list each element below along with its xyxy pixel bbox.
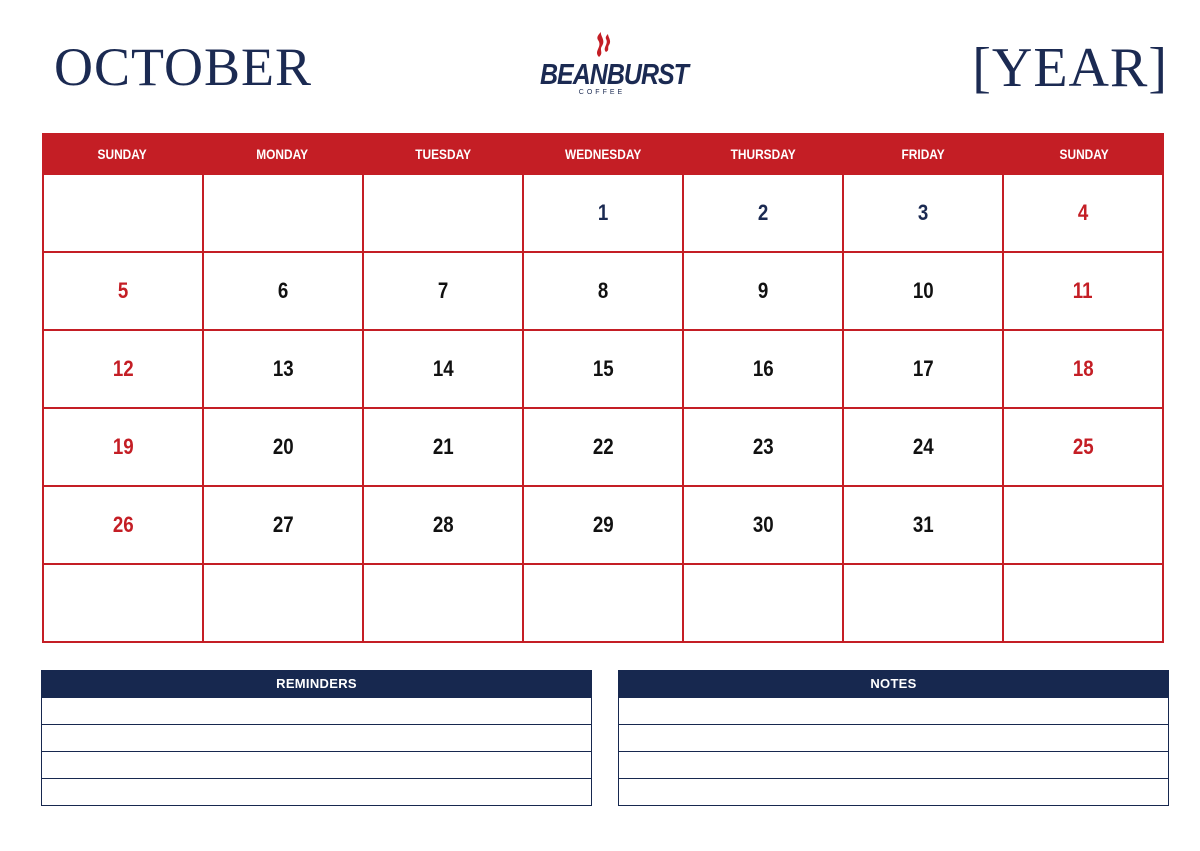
month-title: OCTOBER — [54, 37, 313, 97]
date-number: 30 — [752, 512, 774, 537]
date-number: 16 — [752, 356, 774, 381]
reminder-line[interactable] — [41, 698, 592, 725]
logo-name: BEANBURST — [540, 58, 688, 92]
date-number: 22 — [592, 434, 614, 459]
date-number: 19 — [112, 434, 134, 459]
empty-date-cell[interactable] — [44, 565, 204, 643]
steam-icon — [590, 32, 614, 58]
reminder-line[interactable] — [41, 725, 592, 752]
date-cell[interactable] — [684, 409, 844, 487]
year-title: [YEAR] — [972, 37, 1168, 99]
date-cell[interactable] — [364, 487, 524, 565]
date-number: 23 — [752, 434, 774, 459]
reminder-line[interactable] — [41, 752, 592, 779]
date-number: 21 — [432, 434, 454, 459]
weekday-label: SUNDAY — [97, 145, 147, 162]
date-number: 13 — [272, 356, 294, 381]
weekday-label: FRIDAY — [901, 145, 946, 162]
date-cell[interactable] — [684, 331, 844, 409]
note-line[interactable] — [618, 698, 1169, 725]
date-cell[interactable] — [364, 409, 524, 487]
weekday-label: THURSDAY — [730, 145, 796, 162]
date-cell[interactable] — [44, 409, 204, 487]
empty-date-cell[interactable] — [364, 175, 524, 253]
date-cell[interactable] — [44, 253, 204, 331]
logo-subtitle: COFFEE — [578, 89, 626, 96]
date-cell[interactable] — [1004, 409, 1164, 487]
date-number: 2 — [757, 200, 769, 225]
date-number: 7 — [437, 278, 449, 303]
date-cell[interactable] — [524, 409, 684, 487]
empty-date-cell[interactable] — [1004, 565, 1164, 643]
notes-panel — [618, 670, 1169, 806]
empty-date-cell[interactable] — [204, 175, 364, 253]
date-number: 28 — [432, 512, 454, 537]
weekday-label: MONDAY — [256, 145, 309, 162]
reminders-panel — [41, 670, 592, 806]
date-cell[interactable] — [1004, 253, 1164, 331]
date-number: 6 — [277, 278, 289, 303]
date-cell[interactable] — [844, 331, 1004, 409]
date-cell[interactable] — [364, 253, 524, 331]
weekday-label: TUESDAY — [414, 145, 471, 162]
date-number: 20 — [272, 434, 294, 459]
date-number: 8 — [597, 278, 609, 303]
date-number: 12 — [112, 356, 134, 381]
date-number: 11 — [1073, 278, 1093, 303]
date-cell[interactable] — [524, 253, 684, 331]
date-cell[interactable] — [844, 175, 1004, 253]
date-number: 25 — [1072, 434, 1094, 459]
brand-logo — [540, 32, 688, 96]
empty-date-cell[interactable] — [684, 565, 844, 643]
calendar — [42, 133, 1164, 643]
empty-date-cell[interactable] — [1004, 487, 1164, 565]
date-number: 15 — [592, 356, 614, 381]
reminder-line[interactable] — [41, 779, 592, 806]
date-number: 1 — [597, 200, 609, 225]
date-cell[interactable] — [524, 487, 684, 565]
note-line[interactable] — [618, 725, 1169, 752]
date-number: 4 — [1077, 200, 1089, 225]
date-cell[interactable] — [524, 175, 684, 253]
date-number: 14 — [432, 356, 454, 381]
date-number: 9 — [757, 278, 769, 303]
weekday-header — [42, 133, 1164, 174]
weekday-label: WEDNESDAY — [564, 145, 642, 162]
date-cell[interactable] — [684, 253, 844, 331]
date-cell[interactable] — [684, 487, 844, 565]
reminders-title: REMINDERS — [41, 670, 592, 698]
empty-date-cell[interactable] — [204, 565, 364, 643]
date-number: 10 — [912, 278, 934, 303]
date-cell[interactable] — [844, 409, 1004, 487]
note-line[interactable] — [618, 779, 1169, 806]
date-number: 27 — [272, 512, 294, 537]
date-cell[interactable] — [204, 409, 364, 487]
date-cell[interactable] — [204, 331, 364, 409]
date-number: 31 — [912, 512, 934, 537]
date-cell[interactable] — [684, 175, 844, 253]
date-number: 5 — [117, 278, 129, 303]
empty-date-cell[interactable] — [524, 565, 684, 643]
date-cell[interactable] — [44, 487, 204, 565]
date-number: 18 — [1072, 356, 1094, 381]
weekday-label: SUNDAY — [1059, 145, 1109, 162]
date-cell[interactable] — [204, 487, 364, 565]
date-number: 17 — [912, 356, 934, 381]
date-cell[interactable] — [364, 331, 524, 409]
date-cell[interactable] — [204, 253, 364, 331]
note-line[interactable] — [618, 752, 1169, 779]
date-number: 29 — [592, 512, 614, 537]
date-number: 26 — [112, 512, 134, 537]
empty-date-cell[interactable] — [364, 565, 524, 643]
date-grid — [42, 174, 1164, 643]
date-cell[interactable] — [524, 331, 684, 409]
date-cell[interactable] — [1004, 331, 1164, 409]
date-number: 24 — [912, 434, 934, 459]
date-cell[interactable] — [44, 331, 204, 409]
empty-date-cell[interactable] — [844, 565, 1004, 643]
date-number: 3 — [917, 200, 929, 225]
empty-date-cell[interactable] — [44, 175, 204, 253]
date-cell[interactable] — [1004, 175, 1164, 253]
date-cell[interactable] — [844, 253, 1004, 331]
notes-title: NOTES — [618, 670, 1169, 698]
date-cell[interactable] — [844, 487, 1004, 565]
